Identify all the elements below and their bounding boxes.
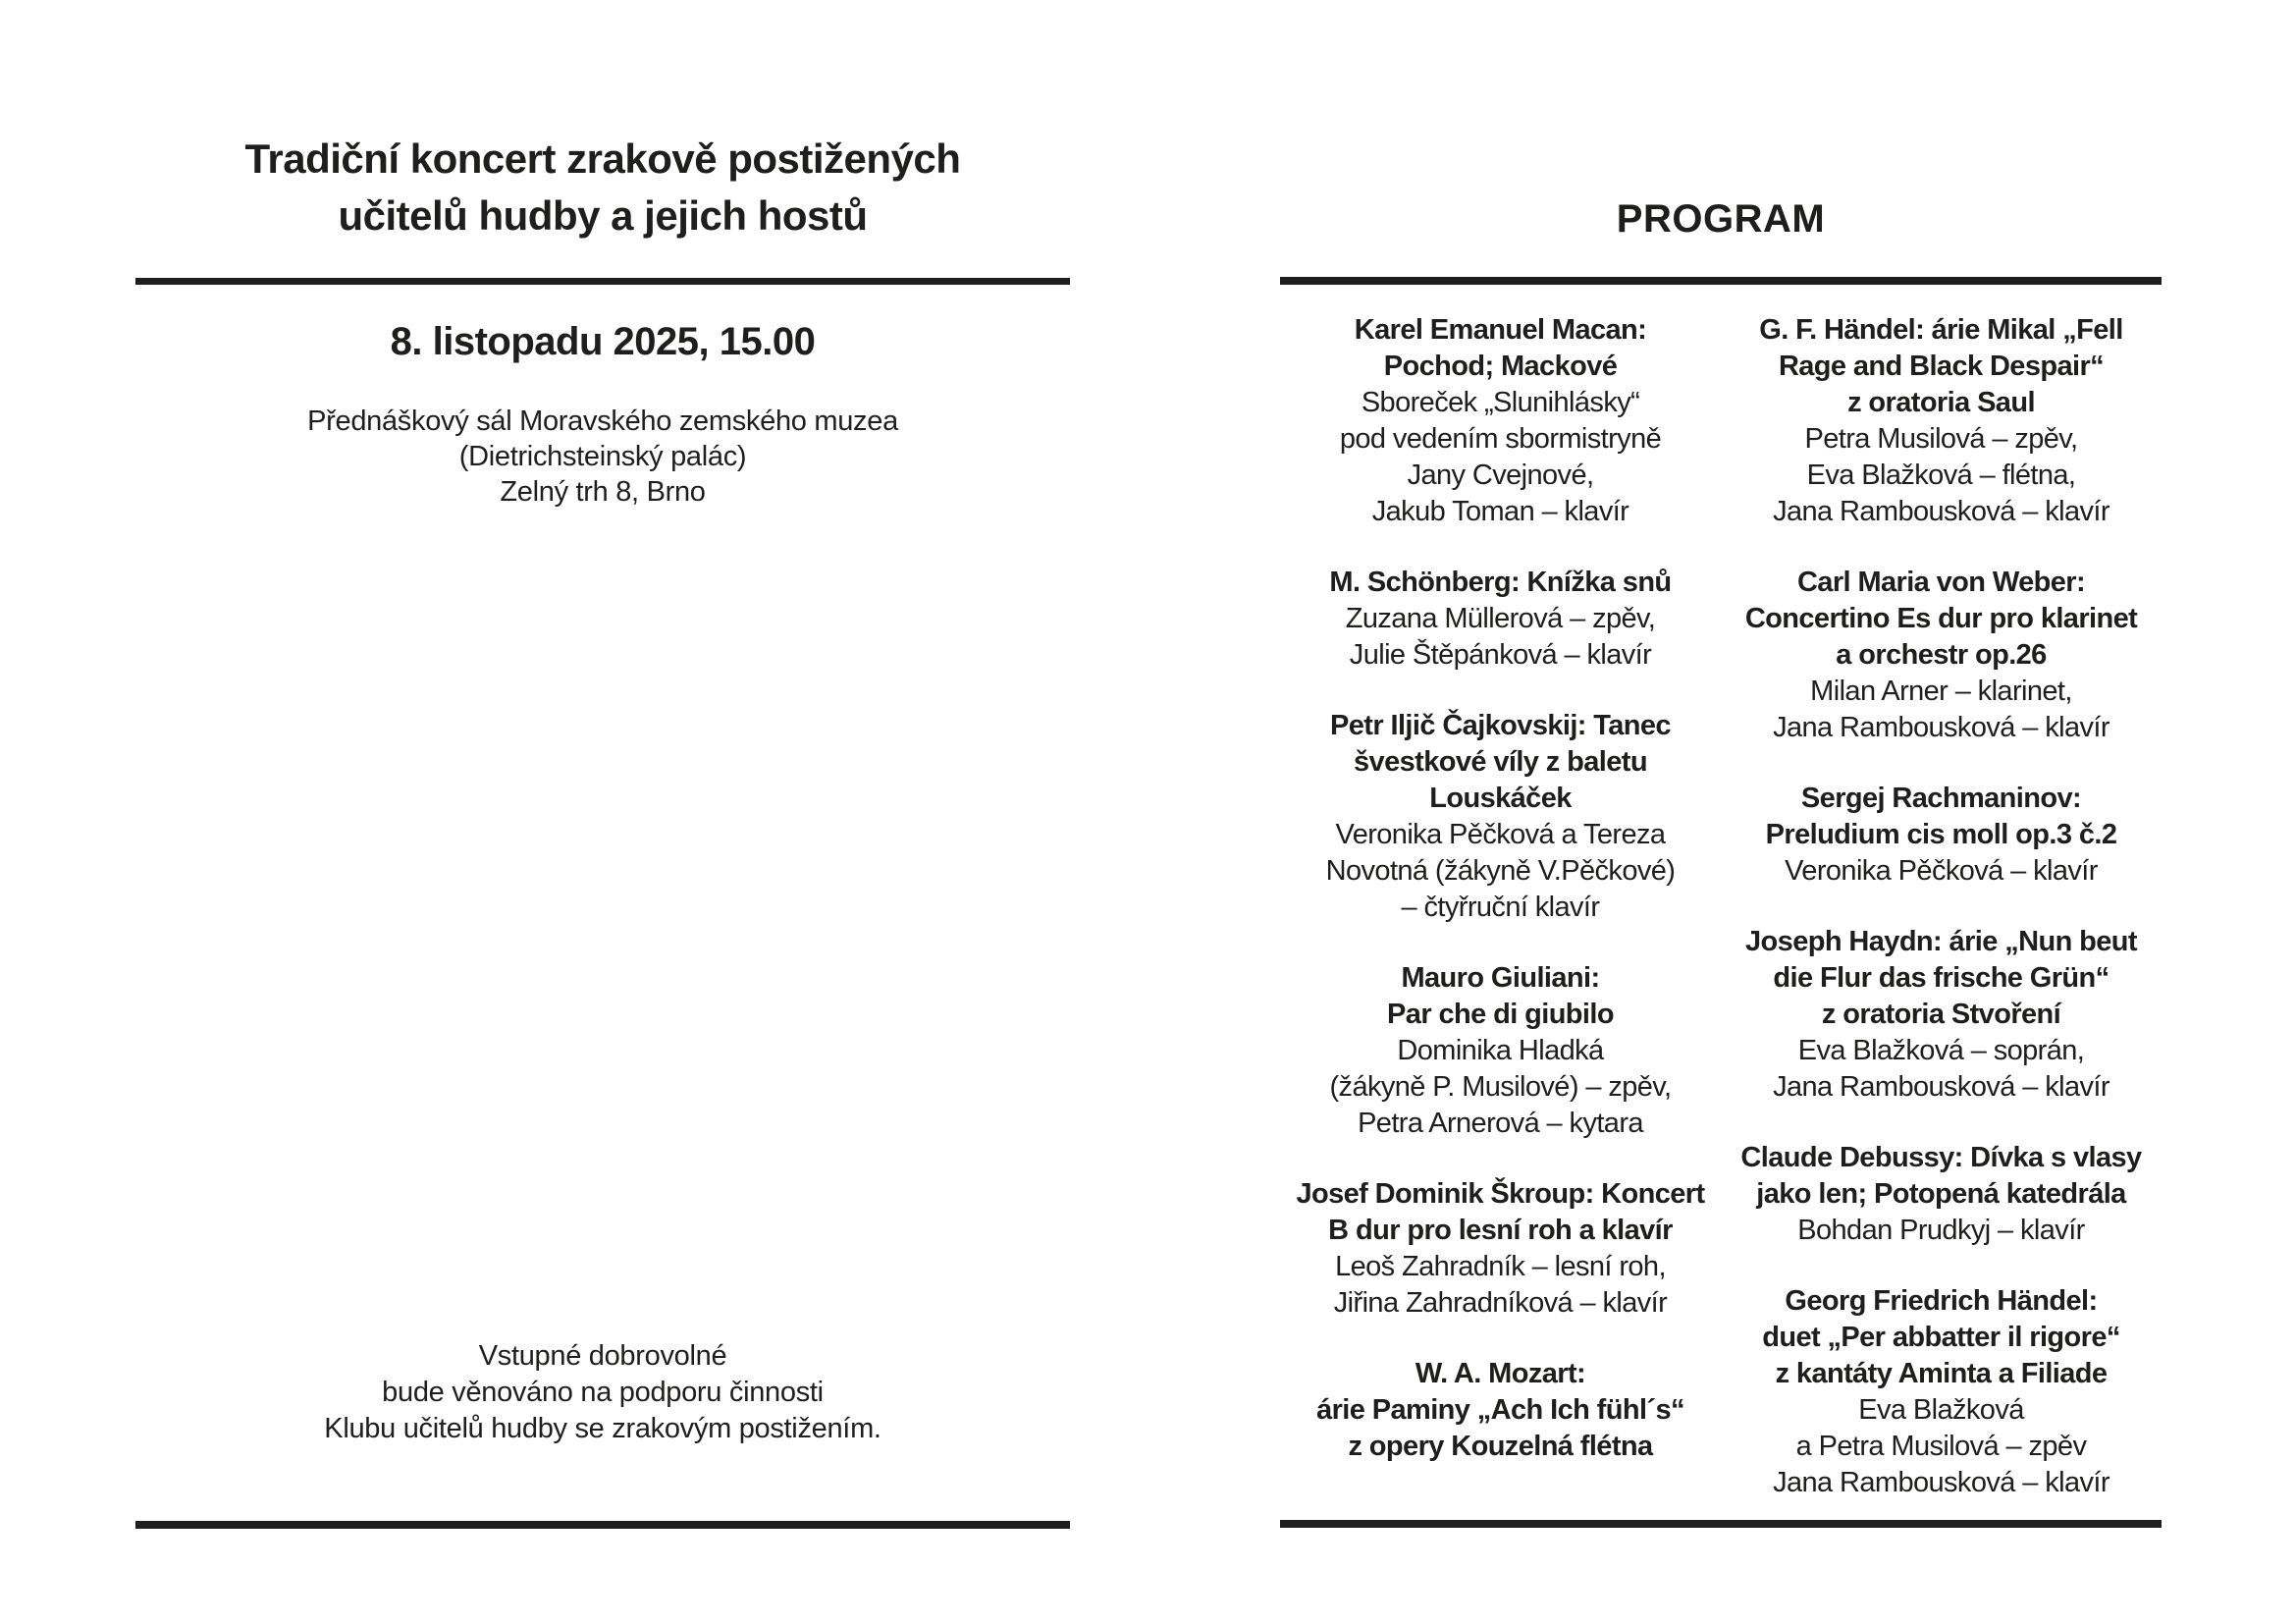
performer-line: a Petra Musilová – zpěv	[1795, 1431, 2087, 1462]
program-item	[1280, 1356, 1721, 1465]
work-title-line: M. Schönberg: Knížka snů	[1329, 567, 1672, 598]
performer-line: Veronika Pěčková a Tereza	[1335, 819, 1666, 850]
work-title-line: die Flur das frische Grün“	[1773, 962, 2109, 994]
work-title-line: Petr Iljič Čajkovskij: Tanec	[1330, 710, 1671, 741]
performer-line: Novotná (žákyně V.Pěčkové)	[1325, 855, 1676, 887]
program-item	[1721, 312, 2162, 530]
program-item	[1721, 565, 2162, 746]
text-line: (Dietrichsteinský palác)	[458, 441, 747, 472]
program-item	[1721, 781, 2162, 890]
text-line: Zelný trh 8, Brno	[500, 476, 706, 508]
performer-line: Jany Cvejnové,	[1407, 460, 1594, 491]
performer-line: Bohdan Prudkyj – klavír	[1797, 1215, 2085, 1246]
program-item	[1280, 565, 1721, 674]
work-title-line: Mauro Giuliani:	[1401, 962, 1600, 994]
performer-line: Eva Blažková – flétna,	[1806, 460, 2076, 491]
performer-line: (žákyně P. Musilové) – zpěv,	[1329, 1071, 1672, 1103]
work-title-line: z kantáty Aminta a Filiade	[1775, 1358, 2108, 1389]
performer-line: Jana Rambousková – klavír	[1773, 496, 2109, 527]
work-title-line: Josef Dominik Škroup: Koncert	[1296, 1178, 1705, 1210]
text-line: Tradiční koncert zrakově postižených	[244, 135, 961, 182]
work-title-line: jako len; Potopená katedrála	[1756, 1178, 2126, 1210]
work-title-line: W. A. Mozart:	[1415, 1358, 1586, 1389]
work-title-line: Carl Maria von Weber:	[1796, 567, 2086, 598]
work-title-line: Preludium cis moll op.3 č.2	[1765, 819, 2117, 850]
performer-line: Veronika Pěčková – klavír	[1785, 855, 2098, 887]
performer-line: Zuzana Müllerová – zpěv,	[1345, 603, 1656, 634]
program-item	[1280, 708, 1721, 926]
work-title-line: Concertino Es dur pro klarinet	[1744, 603, 2138, 634]
performer-line: Leoš Zahradník – lesní roh,	[1335, 1251, 1666, 1282]
work-title-line: B dur pro lesní roh a klavír	[1328, 1215, 1673, 1246]
work-title-line: Rage and Black Despair“	[1778, 351, 2105, 382]
program-item	[1721, 1283, 2162, 1501]
text-line: učitelů hudby a jejich hostů	[338, 192, 868, 239]
program-bottom-divider	[1280, 1520, 2162, 1528]
performer-line: Eva Blažková	[1858, 1394, 2024, 1426]
left-page-bottom-divider	[135, 1521, 1070, 1529]
concert-title	[135, 131, 1070, 244]
performer-line: Jakub Toman – klavír	[1371, 496, 1629, 527]
work-title-line: Pochod; Mackové	[1383, 351, 1618, 382]
program-heading: PROGRAM	[1616, 197, 1826, 241]
work-title-line: švestkové víly z baletu	[1354, 746, 1647, 778]
performer-line: Sboreček „Slunihlásky“	[1361, 387, 1640, 418]
concert-date: 8. listopadu 2025, 15.00	[390, 320, 816, 363]
program-item	[1721, 1140, 2162, 1249]
work-title-line: z oratoria Stvoření	[1821, 999, 2061, 1030]
work-title-line: Joseph Haydn: árie „Nun beut	[1745, 926, 2137, 957]
text-line: Vstupné dobrovolné	[478, 1340, 727, 1372]
text-line: Klubu učitelů hudby se zrakovým postižením.	[324, 1413, 881, 1444]
work-title-line: Par che di giubilo	[1387, 999, 1614, 1030]
work-title-line: z opery Kouzelná flétna	[1348, 1431, 1653, 1462]
performer-line: Jana Rambousková – klavír	[1773, 712, 2109, 743]
work-title-line: z oratoria Saul	[1847, 387, 2035, 418]
program-columns	[1280, 312, 2162, 1536]
performer-line: Dominika Hladká	[1397, 1035, 1604, 1066]
program-item	[1721, 924, 2162, 1106]
program-item	[1280, 960, 1721, 1142]
work-title-line: Claude Debussy: Dívka s vlasy	[1740, 1142, 2142, 1173]
work-title-line: árie Paminy „Ach Ich fühl´s“	[1316, 1394, 1684, 1426]
work-title-line: Louskáček	[1429, 783, 1572, 814]
work-title-line: Karel Emanuel Macan:	[1354, 314, 1647, 346]
program-item	[1280, 1176, 1721, 1322]
performer-line: pod vedením sbormistryně	[1339, 423, 1662, 455]
program-item	[1280, 312, 1721, 530]
work-title-line: a orchestr op.26	[1836, 639, 2047, 671]
text-line: Přednáškový sál Moravského zemského muzea	[307, 406, 898, 437]
program-column-left	[1280, 312, 1721, 1536]
title-divider	[135, 278, 1070, 285]
venue-block	[135, 404, 1070, 510]
performer-line: Jana Rambousková – klavír	[1773, 1071, 2109, 1103]
performer-line: – čtyřruční klavír	[1401, 892, 1600, 923]
program-heading-divider	[1280, 277, 2162, 285]
performer-line: Milan Arner – klarinet,	[1810, 676, 2072, 707]
left-page	[135, 0, 1070, 1624]
right-page	[1280, 0, 2162, 1624]
performer-line: Jana Rambousková – klavír	[1773, 1467, 2109, 1498]
work-title-line: Sergej Rachmaninov:	[1800, 783, 2082, 814]
performer-line: Petra Arnerová – kytara	[1358, 1108, 1643, 1139]
work-title-line: Georg Friedrich Händel:	[1785, 1285, 2098, 1317]
text-line: bude věnováno na podporu činnosti	[382, 1377, 824, 1408]
performer-line: Julie Štěpánková – klavír	[1349, 639, 1652, 671]
work-title-line: duet „Per abbatter il rigore“	[1762, 1322, 2120, 1353]
admission-note	[135, 1338, 1070, 1447]
program-column-right	[1721, 312, 2162, 1536]
performer-line: Petra Musilová – zpěv,	[1804, 423, 2078, 455]
work-title-line: G. F. Händel: árie Mikal „Fell	[1759, 314, 2123, 346]
performer-line: Jiřina Zahradníková – klavír	[1333, 1287, 1668, 1319]
performer-line: Eva Blažková – soprán,	[1797, 1035, 2085, 1066]
